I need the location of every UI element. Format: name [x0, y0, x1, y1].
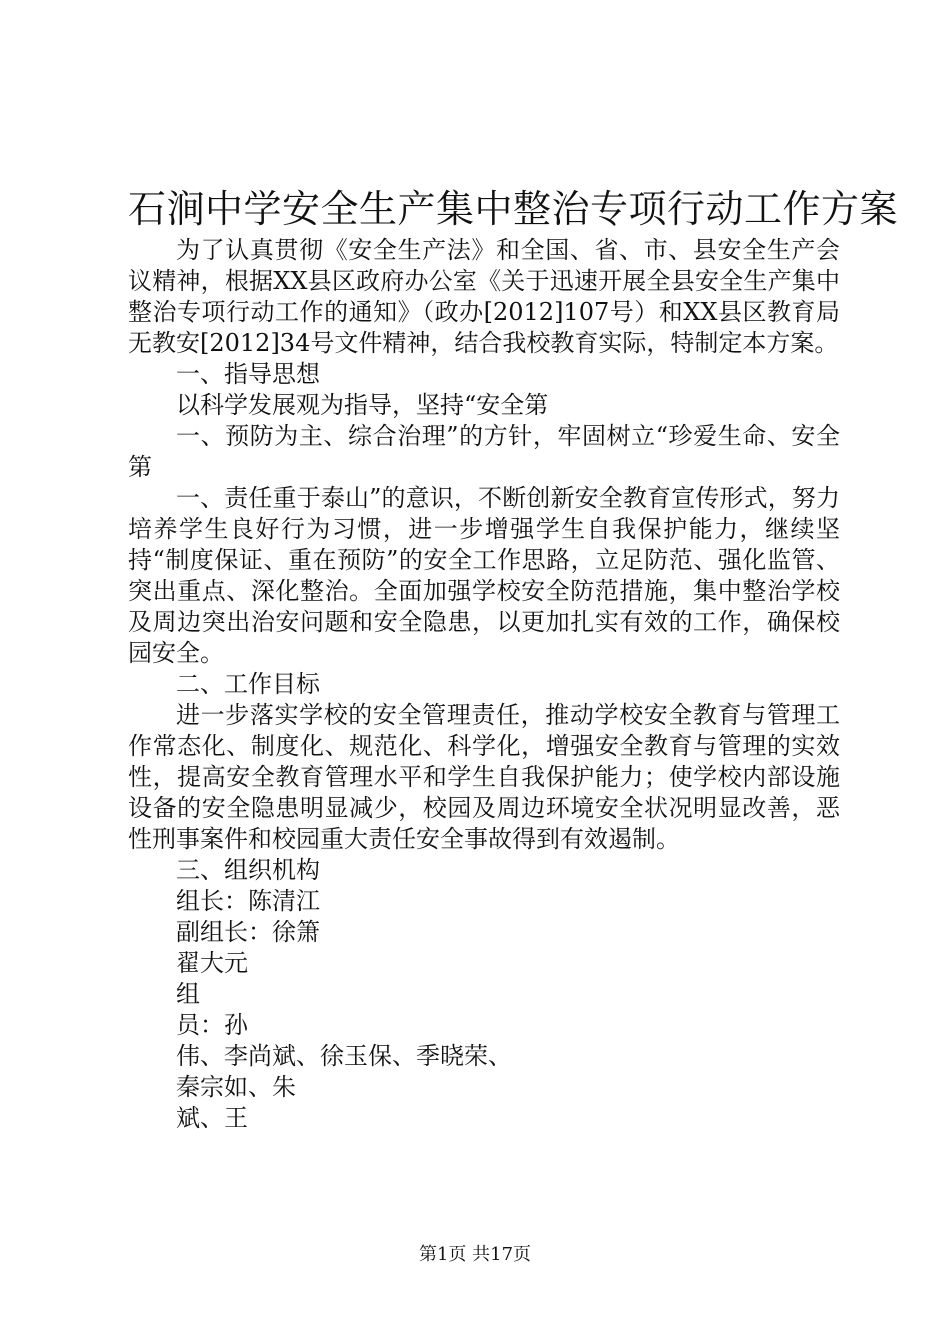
member-line: 翟大元 [176, 949, 248, 977]
section-heading-organization: 三、组织机构 [176, 856, 320, 884]
member-line: 斌、王 [176, 1104, 248, 1132]
page-number-footer: 第1页 共17页 [418, 1244, 532, 1265]
body-paragraph: 一、责任重于泰山”的意识，不断创新安全教育宣传形式，努力培养学生良好行为习惯，进一步增强学生自我保护能力，继续坚持“制度保证、重在预防”的安全工作思路，立足防范、强化监管、突出重点、深化整治。全面加强学校安全防范措施，集中整治学校及周边突出治安问题和安全隐患，以更加扎实有效的工作，确保校园安全。 [128, 484, 840, 667]
document-title: 石涧中学安全生产集中整治专项行动工作方案 [128, 187, 899, 231]
member-line: 副组长：徐箫 [176, 918, 320, 946]
member-line: 员：孙 [176, 1011, 248, 1039]
body-paragraph: 一、预防为主、综合治理”的方针，牢固树立“珍爱生命、安全第 [128, 422, 840, 481]
section-heading-guiding-thought: 一、指导思想 [176, 360, 320, 388]
member-line: 秦宗如、朱 [176, 1073, 296, 1101]
section-heading-work-goals: 二、工作目标 [176, 670, 320, 698]
member-line: 组长：陈清江 [176, 887, 320, 915]
member-line: 伟、李尚斌、徐玉保、季晓荣、 [176, 1042, 512, 1070]
body-paragraph: 进一步落实学校的安全管理责任，推动学校安全教育与管理工作常态化、制度化、规范化、科学化，增强安全教育与管理的实效性，提高安全教育管理水平和学生自我保护能力；使学校内部设施设备的安全隐患明显减少，校园及周边环境安全状况明显改善，恶性刑事案件和校园重大责任安全事故得到有效遏制。 [128, 701, 840, 853]
intro-paragraph: 为了认真贯彻《安全生产法》和全国、省、市、县安全生产会议精神，根据XX县区政府办公室《关于迅速开展全县安全生产集中整治专项行动工作的通知》（政办[2012]107号）和XX县区教育局无教安[2012]34号文件精神，结合我校教育实际，特制定本方案。 [128, 236, 840, 357]
document-body [128, 235, 840, 1134]
member-line: 组 [176, 980, 200, 1008]
body-paragraph: 以科学发展观为指导，坚持“安全第 [176, 391, 549, 419]
